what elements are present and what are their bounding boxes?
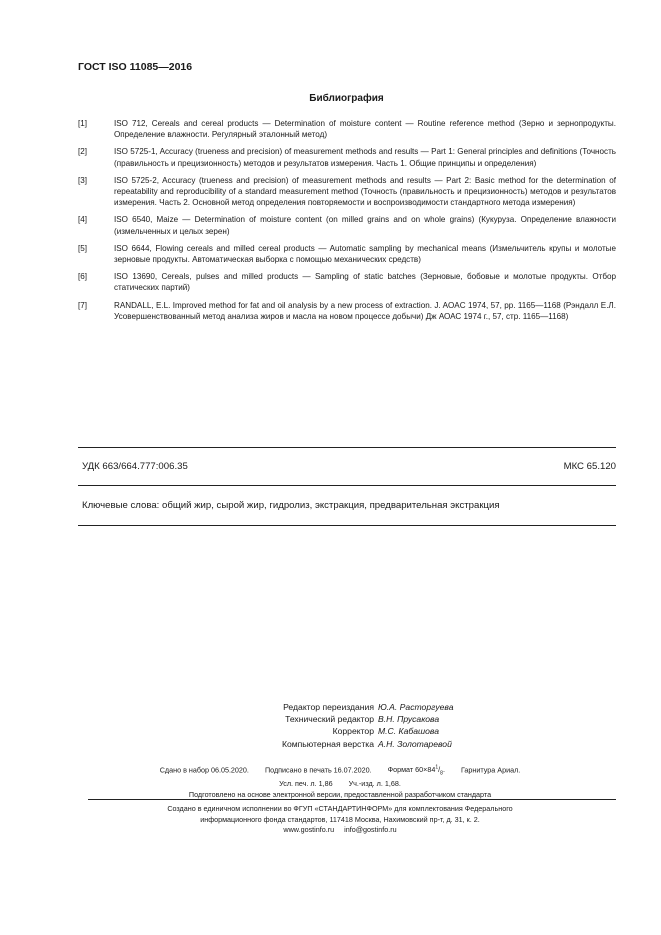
reference-number: [5]	[78, 243, 87, 253]
imprint-line	[100, 779, 580, 790]
credit-line	[200, 725, 500, 737]
imprint-note: Подготовлено на основе электронной версии, предоставленной разработчиком стандарта	[188, 790, 492, 800]
mks-code: МКС 65.120	[563, 461, 616, 472]
reference-number: [6]	[78, 272, 87, 282]
reference-text: ISO 712, Cereals and cereal products — Determination of moisture content — Routine reference method (Зерно и зернопродукты. Определение влажности. Регулярный эталонный метод)	[114, 119, 616, 140]
publisher-block	[100, 804, 580, 836]
bibliography-title: Библиография	[309, 93, 384, 104]
reference-text: ISO 6540, Maize — Determination of moisture content (on milled grains and on whole grains) (Кукуруза. Определение влажности (измельченных и целых зерен)	[114, 215, 616, 236]
signed-date: Подписано в печать 16.07.2020.	[264, 765, 372, 775]
reference-item	[78, 118, 616, 140]
submitted-date: Сдано в набор 06.05.2020.	[159, 765, 249, 775]
website-link[interactable]: www.gostinfo.ru	[283, 825, 335, 835]
paper-format: Формат $60\times 84^1/_8$.	[387, 765, 445, 777]
reference-item	[78, 146, 616, 168]
publisher-contacts	[100, 825, 580, 836]
reference-text: RANDALL, E.L. Improved method for fat and oil analysis by a new process of extraction. J. AOAC 1974, 57, pp. 1165—1168 (Рэндалл Е.Л. Усовершенствованный метод анализа жиров и масла на новом процессе добычи) Дж АОАС 1974 г., 57, стр. 1165—1168)	[114, 300, 616, 321]
reference-item	[78, 271, 616, 293]
reference-number: [7]	[78, 300, 87, 310]
reference-number: [2]	[78, 147, 87, 157]
divider-bottom	[78, 525, 616, 526]
reference-text: ISO 6644, Flowing cereals and milled cereal products — Automatic sampling by mechanical means (Измельчитель крупы и молотые зерновые продукты. Автоматическая выборка с помощью механических средств)	[114, 243, 616, 265]
document-header: ГОСТ ISO 11085—2016	[78, 61, 193, 73]
credit-name: М.С. Кабашова	[378, 726, 439, 737]
reference-item	[78, 243, 616, 265]
reference-item	[78, 175, 616, 209]
credit-name: В.Н. Прусакова	[378, 714, 440, 725]
credit-role: Технический редактор	[285, 714, 374, 725]
reference-text: ISO 5725-2, Accuracy (trueness and precision) of measurement methods and results — Part 2: Basic method for the determination of repeatability and reproducibility of a standard measurement method (Точность (правильность и прецизионность) методов и результатов измерения. Часть 2. Основной метод определения повторяемости и воспроизводимости стандартного метода измерения)	[114, 175, 616, 208]
typeface: Гарнитура Ариал.	[460, 765, 521, 775]
reference-item	[78, 300, 616, 322]
reference-text: ISO 5725-1, Accuracy (trueness and precision) of measurement methods and results — Part 1: General principles and definitions (Точность (правильность и прецизионность) методов и результатов измерения. Часть 1. Общие принципы и определения)	[114, 147, 616, 168]
credit-line	[200, 713, 500, 725]
publisher-line: информационного фонда стандартов, 117418 Москва, Нахимовский пр-т, д. 31, к. 2.	[200, 814, 480, 824]
credit-line	[200, 738, 500, 750]
credit-name: Ю.А. Расторгуева	[378, 702, 454, 712]
publisher-line: Создано в единичном исполнении во ФГУП «СТАНДАРТИНФОРМ» для комплектования Федерального	[167, 804, 513, 813]
udc-code: УДК 663/664.777:006.35	[82, 461, 188, 472]
divider-imprint	[88, 799, 616, 800]
reference-list	[78, 118, 616, 328]
credit-name: А.Н. Золотаревой	[378, 738, 452, 749]
divider-middle	[78, 485, 616, 486]
credits-block	[200, 701, 500, 750]
credit-role: Редактор переиздания	[283, 702, 374, 712]
email-link[interactable]: info@gostinfo.ru	[344, 825, 397, 835]
reference-number: [4]	[78, 215, 87, 225]
credit-line	[200, 701, 500, 713]
imprint-line	[100, 763, 580, 779]
reference-number: [1]	[78, 119, 87, 128]
reference-number: [3]	[78, 175, 87, 185]
divider-top	[78, 447, 616, 448]
credit-role: Корректор	[332, 726, 374, 737]
reference-text: ISO 13690, Cereals, pulses and milled products — Sampling of static batches (Зерновые, бобовые и молотые продукты. Отбор статических партий)	[114, 272, 616, 293]
print-sheets: Усл. печ. л. 1,86	[279, 779, 333, 789]
publishing-sheets: Уч.-изд. л. 1,68.	[348, 779, 401, 789]
reference-item	[78, 214, 616, 236]
imprint-block	[100, 763, 580, 801]
credit-role: Компьютерная верстка	[281, 738, 374, 749]
keywords: Ключевые слова: общий жир, сырой жир, гидролиз, экстракция, предварительная экстракция	[82, 500, 500, 511]
